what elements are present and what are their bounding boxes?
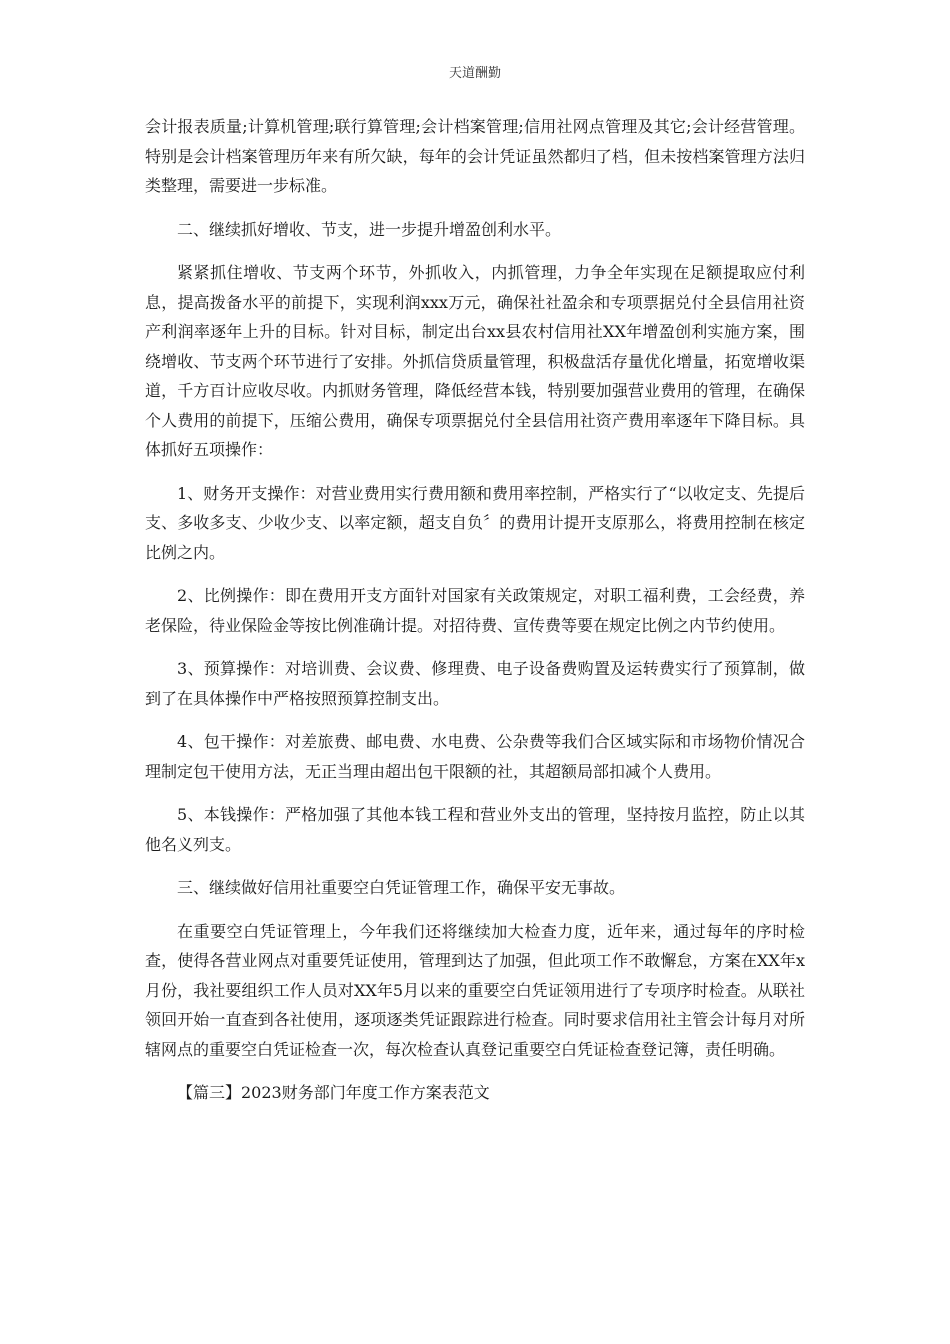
list-item-3: 3、预算操作：对培训费、会议费、修理费、电子设备费购置及运转费实行了预算制，做到了在具体操作中严格按照预算控制支出。	[145, 659, 805, 708]
section-heading-2: 二、继续抓好增收、节支，进一步提升增盈创利水平。	[177, 219, 562, 239]
paragraph-continuation: 会计报表质量;计算机管理;联行算管理;会计档案管理;信用社网点管理及其它;会计经营管理。特别是会计档案管理历年来有所欠缺，每年的会计凭证虽然都归了档，但未按档案管理方法归类整理，需要进一步标准。	[145, 117, 805, 195]
list-item-4: 4、包干操作：对差旅费、邮电费、水电费、公杂费等我们合区域实际和市场物价情况合理制定包干使用方法，无正当理由超出包干限额的社，其超额局部扣减个人费用。	[145, 732, 805, 781]
list-item-1: 1、财务开支操作：对营业费用实行费用额和费用率控制，严格实行了“以收定支、先提后支、多收多支、少收少支、以率定额，超支自负〞的费用计提开支原那么，将费用控制在核定比例之内。	[145, 483, 805, 562]
section-heading-3: 三、继续做好信用社重要空白凭证管理工作，确保平安无事故。	[177, 878, 626, 897]
article-title-part-3: 【篇三】2023财务部门年度工作方案表范文	[177, 1083, 490, 1102]
paragraph-income-expense: 紧紧抓住增收、节支两个环节，外抓收入，内抓管理，力争全年实现在足额提取应付利息，提高拨备水平的前提下，实现利润xxx万元，确保社社盈余和专项票据兑付全县信用社资产利润率逐年上升的目标。针对目标，制定出台xx县农村信用社XX年增盈创利实施方案，围绕增收、节支两个环节进行了安排。外抓信贷质量管理，积极盘活存量优化增量，拓宽增收渠道，千方百计应收尽收。内抓财务管理，降低经营本钱，特别要加强营业费用的管理，在确保个人费用的前提下，压缩公费用，确保专项票据兑付全县信用社资产费用率逐年下降目标。具体抓好五项操作：	[145, 263, 805, 459]
list-item-5: 5、本钱操作：严格加强了其他本钱工程和营业外支出的管理，坚持按月监控，防止以其他名义列支。	[145, 805, 805, 854]
page-header: 天道酬勤	[448, 66, 501, 81]
paragraph-voucher-management: 在重要空白凭证管理上，今年我们还将继续加大检查力度，近年来，通过每年的序时检查，使得各营业网点对重要凭证使用，管理到达了加强，但此项工作不敢懈怠，方案在XX年x月份，我社要组织工作人员对XX年5月以来的重要空白凭证领用进行了专项序时检查。从联社领回开始一直查到各社使用，逐项逐类凭证跟踪进行检查。同时要求信用社主管会计每月对所辖网点的重要空白凭证检查一次，每次检查认真登记重要空白凭证检查登记簿，责任明确。	[145, 921, 805, 1059]
list-item-2: 2、比例操作：即在费用开支方面针对国家有关政策规定，对职工福利费，工会经费，养老保险，待业保险金等按比例准确计提。对招待费、宣传费等要在规定比例之内节约使用。	[145, 586, 805, 635]
document-body	[145, 112, 805, 1122]
